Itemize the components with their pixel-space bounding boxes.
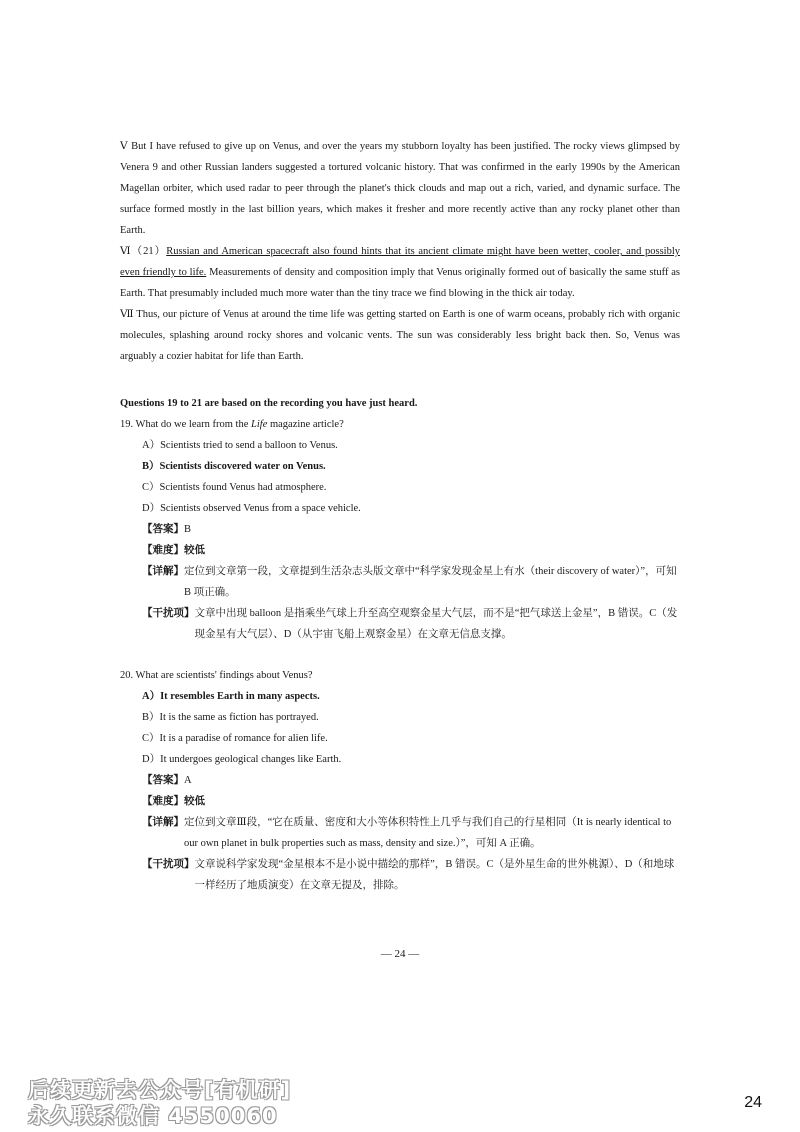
paragraph-6-underlined: Russian and American spacecraft also found hints that its ancient climate might have been wetter, cooler, and possibly even friendly to life. [120,246,680,278]
corner-page-number: 24 [744,1094,762,1111]
paragraph-6-prefix: Ⅵ（21） [120,246,167,257]
paragraph-7: Ⅶ Thus, our picture of Venus at around the time life was getting started on Earth is one of warm oceans, probably rich with organic molecules, splashing around rocky shores and volcanic vents. The sun was considerably less bright back then. So, Venus was arguably a cozier habitat for life than Earth. [120,309,680,362]
q19-distractor: 【干扰项】 文章中出现 balloon 是指乘坐气球上升至高空观察金星大气层，而不是“把气球送上金星”，B 错误。C（发现金星有大气层）、D（从宇宙飞船上观察金星）在文章无信息支撑。 [142,608,678,640]
q20-difficulty: 【难度】 较低 [142,796,205,807]
document-body [120,136,680,896]
q20-option-b: B）It is the same as fiction has portrayed. [142,712,319,723]
q20-option-d: D）It undergoes geological changes like Earth. [142,754,342,765]
section-header: Questions 19 to 21 are based on the recording you have just heard. [120,398,418,409]
q19-option-a: A）Scientists tried to send a balloon to Venus. [142,440,338,451]
watermark [28,1077,291,1129]
q20-option-a: A）It resembles Earth in many aspects. [142,691,320,702]
q20-answer: 【答案】 A [142,775,192,786]
q20-detail: 【详解】 定位到文章Ⅲ段，“它在质量、密度和大小等体积特性上几乎与我们自己的行星相同（It is nearly identical to our own planet in bulk properties such as mass, density and size.）”，可知 A 正确。 [142,817,672,849]
paragraph-6 [120,241,680,304]
q19-detail: 【详解】 定位到文章第一段，文章提到生活杂志头版文章中“科学家发现金星上有水（their discovery of water）”，可知 B 项正确。 [142,566,677,598]
q19-option-c: C）Scientists found Venus had atmosphere. [142,482,327,493]
q20-distractor: 【干扰项】 文章说科学家发现“金星根本不是小说中描绘的那样”，B 错误。C（是外星生命的世外桃源）、D（和地球一样经历了地质演变）在文章无提及，排除。 [142,859,675,891]
paragraph-5: Ⅴ But I have refused to give up on Venus, and over the years my stubborn loyalty has been justified. The rocky views glimpsed by Venera 9 and other Russian landers suggested a tortured volcanic history. That was confirmed in the early 1990s by the American Magellan orbiter, which used radar to peer through the planet's thick clouds and map out a rich, varied, and dynamic surface. The surface formed mostly in the last billion years, which makes it fresher and more recently active than any rocky planet other than Earth. [120,141,680,236]
q19-option-b: B）Scientists discovered water on Venus. [142,461,326,472]
watermark-line-2: 永久联系微信 4550060 [28,1104,278,1128]
page-number: — 24 — [380,948,420,960]
watermark-line-1: 后续更新去公众号[有机研] [28,1078,292,1102]
q19-answer: 【答案】 B [142,524,192,535]
question-19-stem: 19. What do we learn from the Life magazine article? [120,419,344,430]
paragraph-6-rest: Measurements of density and composition imply that Venus originally formed out of basically the same stuff as Earth. That presumably included much more water than the tiny trace we find blowing in the thick air today. [120,267,680,299]
q19-difficulty: 【难度】 较低 [142,545,205,556]
q20-option-c: C）It is a paradise of romance for alien life. [142,733,328,744]
q19-option-d: D）Scientists observed Venus from a space vehicle. [142,503,361,514]
question-20-stem: 20. What are scientists' findings about Venus? [120,670,313,681]
